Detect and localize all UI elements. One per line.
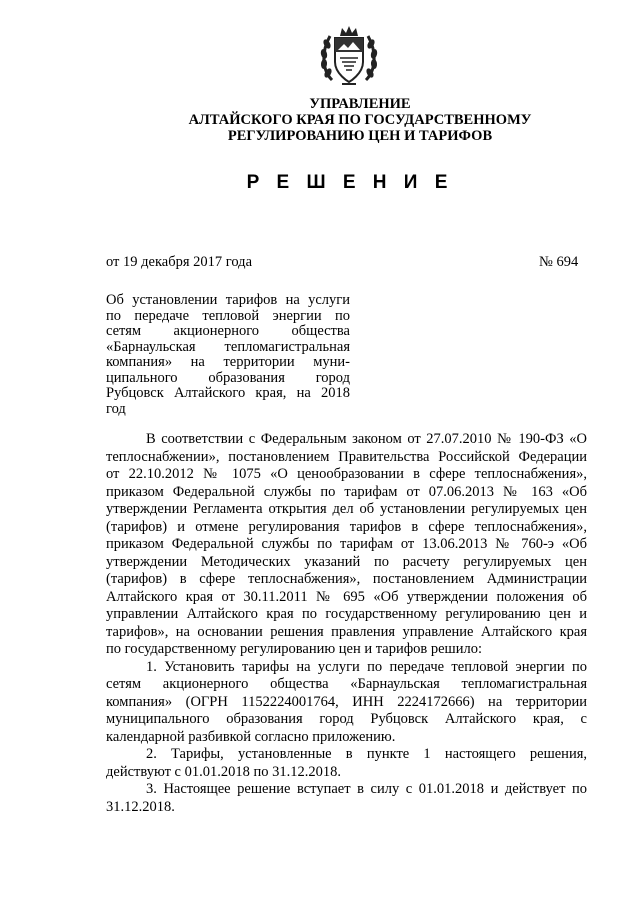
subject-line: ципального образования город — [106, 369, 350, 386]
clause-2-line: действуют с 01.01.2018 по 31.12.2018. — [106, 763, 341, 780]
preamble-line: Алтайского края от 30.11.2011 № 695 «Об утверждении положения об — [106, 588, 587, 605]
clause-1-line: муниципального образования город Рубцовск Алтайского края, с — [106, 711, 587, 727]
document-date: от 19 декабря 2017 года — [106, 254, 252, 270]
subject-line: год — [106, 400, 126, 417]
preamble-line: (тарифов) и отмене регулирования тарифов в сфере теплоснабжения», — [106, 518, 587, 535]
preamble-line: утверждении Регламента открытия дел об установлении регулируемых цен — [106, 501, 587, 517]
clause-3-line: 3. Настоящее решение вступает в силу с 01.01.2018 и действует по — [146, 781, 587, 797]
subject-block — [106, 293, 350, 417]
preamble-line: В соответствии с Федеральным законом от 27.07.2010 № 190-ФЗ «О — [146, 431, 587, 447]
preamble-line: теплоснабжении», постановлением Правительства Российской Федерации — [106, 448, 587, 465]
preamble-line: по государственному регулированию цен и тарифов решило: — [106, 641, 482, 657]
subject-line: сетям акционерного общества — [106, 323, 350, 339]
subject-line: по передаче тепловой энергии по — [106, 307, 350, 324]
clause-1-line: сетям акционерного общества «Барнаульская тепломагистральная — [106, 676, 587, 692]
document-number: № 694 — [539, 254, 579, 270]
preamble-line: утверждении Методических указаний по расчету регулируемых цен — [106, 553, 587, 570]
preamble-line: приказом Федеральной службы по тарифам от 13.06.2013 № 760-э «Об — [106, 536, 587, 552]
preamble-line: управлении Алтайского края по государственному регулированию цен и — [106, 606, 587, 622]
subject-line: Об установлении тарифов на услуги — [106, 292, 350, 308]
org-name-line-1: УПРАВЛЕНИЕ — [309, 96, 411, 112]
document-title: Р Е Ш Е Н И Е — [246, 172, 454, 193]
clause-1-line: 1. Установить тарифы на услуги по передаче тепловой энергии по — [146, 658, 587, 675]
clause-1-line: календарной разбивкой согласно приложению. — [106, 728, 396, 745]
clause-1-line: компания» (ОГРН 1152224001764, ИНН 2224172666) на территории — [106, 693, 587, 710]
preamble-line: (тарифов) в сфере теплоснабжения», постановлением Администрации — [106, 571, 587, 587]
subject-line: «Барнаульская тепломагистральная — [106, 338, 350, 355]
subject-line: компания» на территории муни- — [106, 354, 350, 370]
org-name-line-3: РЕГУЛИРОВАНИЮ ЦЕН И ТАРИФОВ — [227, 128, 493, 144]
clause-2-line: 2. Тарифы, установленные в пункте 1 настоящего решения, — [146, 746, 587, 762]
preamble-line: тарифов», на основании решения правления управление Алтайского края — [106, 623, 587, 640]
subject-line: Рубцовск Алтайского края, на 2018 — [106, 385, 350, 401]
preamble-line: от 22.10.2012 № 1075 «О ценообразовании в сфере теплоснабжения», — [106, 466, 587, 482]
body-text — [106, 431, 587, 816]
coat-of-arms-icon — [318, 22, 380, 90]
clause-3-line: 31.12.2018. — [106, 798, 175, 815]
org-name-line-2: АЛТАЙСКОГО КРАЯ ПО ГОСУДАРСТВЕННОМУ — [188, 112, 532, 128]
preamble-line: приказом Федеральной службы по тарифам от 07.06.2013 № 163 «Об — [106, 483, 587, 500]
